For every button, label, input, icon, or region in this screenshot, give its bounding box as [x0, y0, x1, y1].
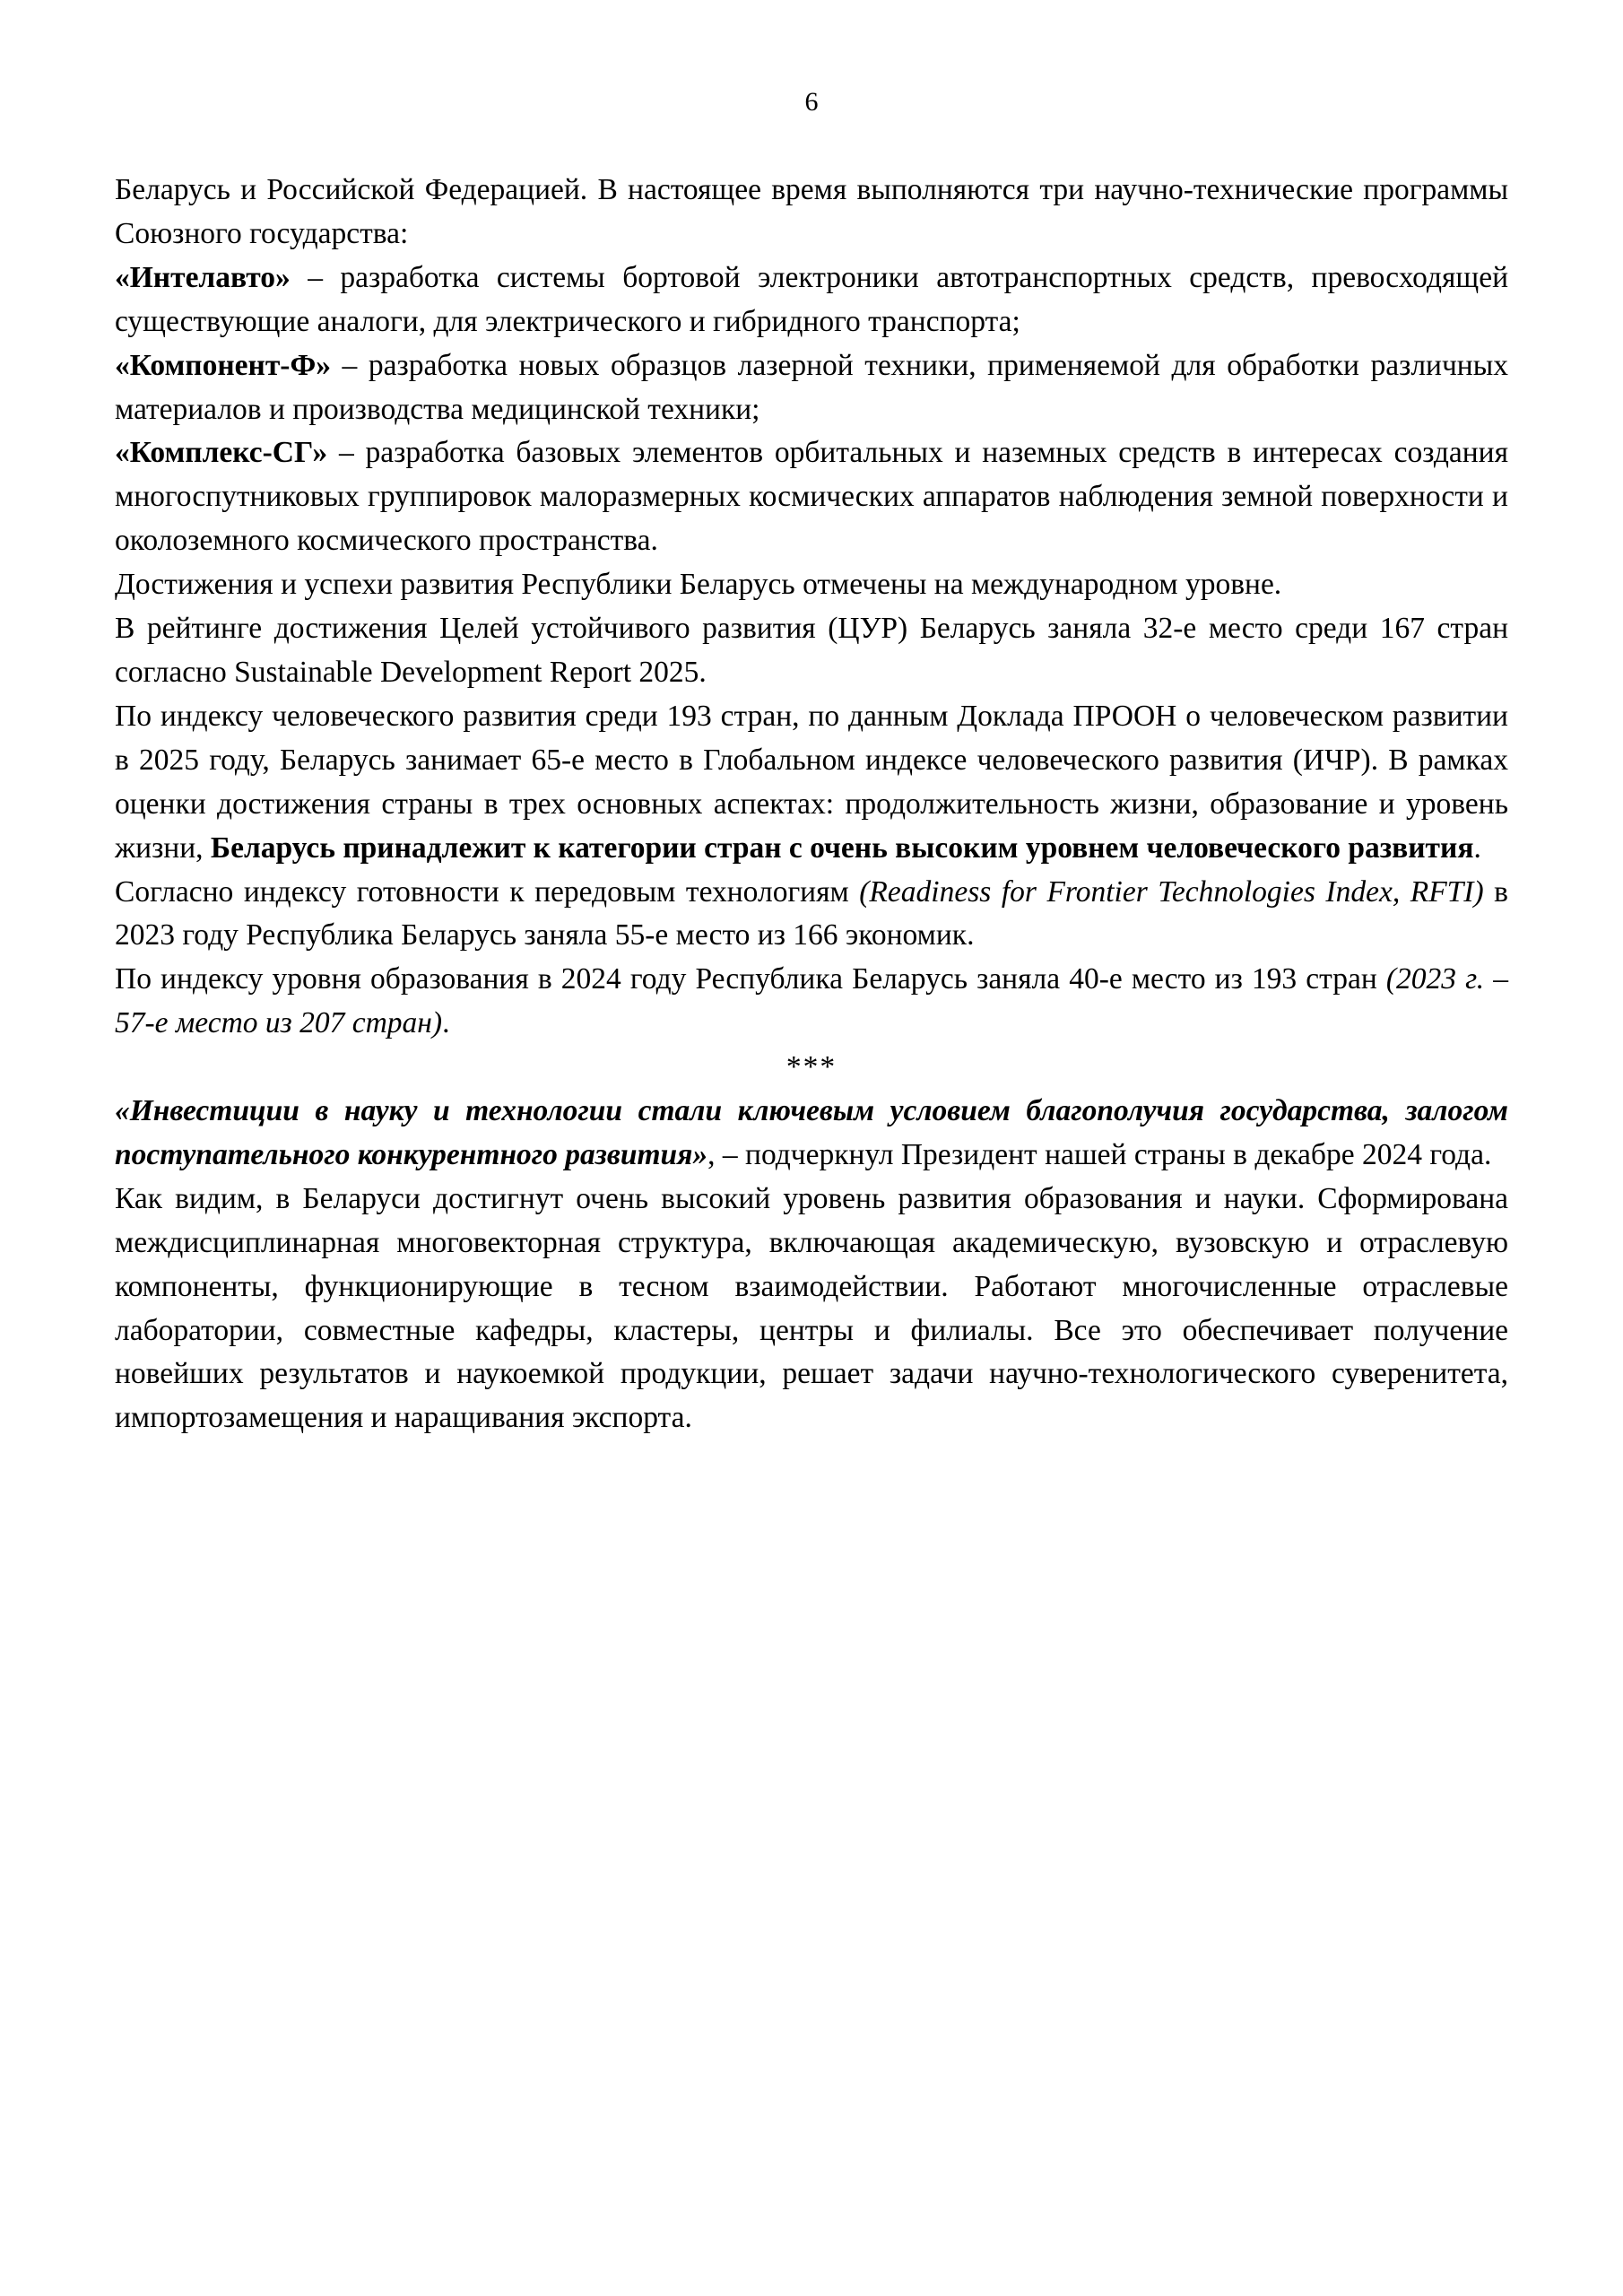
- paragraph: [115, 431, 1508, 563]
- document-body: [115, 169, 1508, 1440]
- text-run: Беларусь и Российской Федерацией. В настоящее время выполняются три научно-технические программы Союзного государства:: [115, 173, 1508, 250]
- text-run: «Комплекс-СГ»: [115, 436, 328, 470]
- paragraph: [115, 958, 1508, 1046]
- text-run: – разработка новых образцов лазерной техники, применяемой для обработки различных материалов и производства медицинской техники;: [115, 348, 1508, 426]
- paragraph: [115, 1178, 1508, 1440]
- text-run: в 2023 году Республика Беларусь заняла 55-е место из 166 экономик.: [115, 874, 1508, 952]
- section-separator: [115, 1046, 1508, 1090]
- paragraph: [115, 871, 1508, 959]
- text-run: Как видим, в Беларуси достигнут очень высокий уровень развития образования и науки. Сформирована междисциплинарная многовекторная структура, включающая академическую, вузовскую и отраслевую компоненты, функционирующие в тесном взаимодействии. Работают многочисленные отраслевые лаборатории, совместные кафедры, кластеры, центры и филиалы. Все это обеспечивает получение новейших результатов и наукоемкой продукции, решает задачи научно-технологического суверенитета, импортозамещения и наращивания экспорта.: [115, 1181, 1508, 1435]
- page-number: 6: [804, 87, 819, 117]
- text-run: .: [1473, 831, 1481, 865]
- text-run: «Компонент-Ф»: [115, 348, 331, 382]
- paragraph: [115, 169, 1508, 257]
- text-run: – разработка базовых элементов орбитальных и наземных средств в интересах создания многоспутниковых группировок малоразмерных космических аппаратов наблюдения земной поверхности и околоземного космического пространства.: [115, 436, 1508, 558]
- text-run: Согласно индексу готовности к передовым технологиям: [115, 874, 860, 909]
- paragraph: [115, 344, 1508, 432]
- paragraph: [115, 563, 1508, 607]
- paragraph: [115, 1090, 1508, 1178]
- text-run: «Интелавто»: [115, 260, 291, 294]
- text-run: Достижения и успехи развития Республики Беларусь отмечены на международном уровне.: [115, 568, 1282, 602]
- text-run: По индексу человеческого развития среди 193 стран, по данным Доклада ПРООН о человеческом развитии в 2025 году, Беларусь занимает 65-е место в Глобальном индексе человеческого развития (ИЧР). В рамках оценки достижения страны в трех основных аспектах: продолжительность жизни, образование и уровень жизни,: [115, 699, 1508, 865]
- text-run: .: [442, 1006, 450, 1040]
- text-run: Беларусь принадлежит к категории стран с очень высоким уровнем человеческого развития: [210, 831, 1474, 865]
- text-run: «Инвестиции в науку и технологии стали ключевым условием благополучия государства, залогом поступательного конкурентного развития»: [115, 1094, 1508, 1171]
- text-run: По индексу уровня образования в 2024 году Республика Беларусь заняла 40-е место из 193 стран: [115, 962, 1386, 996]
- text-run: – разработка системы бортовой электроники автотранспортных средств, превосходящей существующие аналоги, для электрического и гибридного транспорта;: [115, 260, 1508, 338]
- paragraph: [115, 607, 1508, 695]
- text-run: ***: [785, 1050, 838, 1084]
- text-run: В рейтинге достижения Целей устойчивого развития (ЦУР) Беларусь заняла 32-е место среди 167 стран согласно Sustainable Development Report 2025.: [115, 612, 1508, 689]
- paragraph: [115, 695, 1508, 871]
- text-run: (Readiness for Frontier Technologies Index, RFTI): [859, 874, 1484, 909]
- text-run: , – подчеркнул Президент нашей страны в декабре 2024 года.: [707, 1137, 1492, 1171]
- paragraph: [115, 257, 1508, 344]
- text-run: (2023 г. – 57-е место из 207 стран): [115, 962, 1508, 1040]
